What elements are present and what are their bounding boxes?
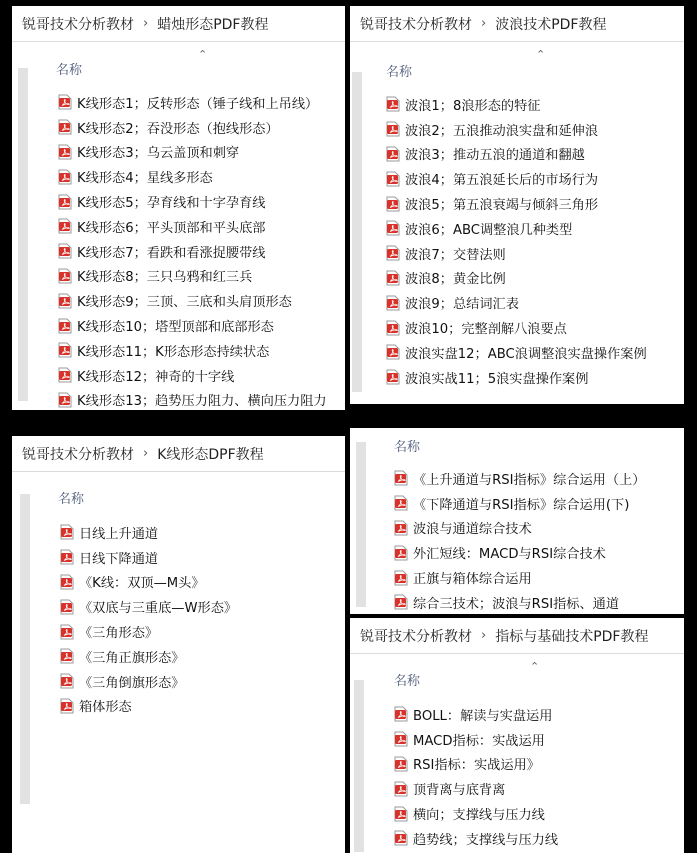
scrollbar[interactable] [356,442,366,607]
file-name: MACD指标：实战运用 [413,733,545,749]
file-list [394,466,645,614]
pdf-file-icon [386,171,400,187]
pdf-file-icon [58,318,72,334]
breadcrumb [12,6,345,42]
pdf-file-icon [58,169,72,185]
pdf-file-icon [58,342,72,358]
pdf-file-icon [58,243,72,259]
file-name: 正旗与箱体综合运用 [413,572,532,588]
file-list-item[interactable] [60,545,237,570]
file-name: 波浪1；8浪形态的特征 [405,98,541,114]
pdf-file-icon [386,295,400,311]
pdf-file-icon [386,196,400,212]
file-name: K线形态8；三只乌鸦和红三兵 [77,270,253,286]
pdf-file-icon [58,144,72,160]
file-list-item[interactable] [60,694,237,719]
file-list-item[interactable] [58,288,327,313]
file-list-item[interactable] [386,241,647,266]
file-list-item[interactable] [394,491,645,516]
file-name: 波浪10；完整剖解八浪要点 [405,322,567,338]
file-name: K线形态4；星线多形态 [77,171,213,187]
file-list-item[interactable] [394,702,558,727]
file-list [386,92,647,390]
file-list-item[interactable] [394,752,558,777]
explorer-pane-combined [350,428,684,614]
file-name: 波浪与通道综合技术 [413,522,532,538]
file-name: K线形态7；看跌和看涨捉腰带线 [77,245,266,261]
file-name: 《K线：双顶—M头》 [79,576,205,592]
file-name: 《下降通道与RSI指标》综合运用(下) [413,497,630,513]
file-name: 《三角正旗形态》 [79,650,185,666]
file-list-item[interactable] [386,365,647,390]
pdf-file-icon [60,648,74,664]
pdf-file-icon [58,94,72,110]
file-list-item[interactable] [60,644,237,669]
pdf-file-icon [58,194,72,210]
file-name: K线形态3；乌云盖顶和刺穿 [77,146,240,162]
breadcrumb-separator-icon[interactable]: › [481,628,487,643]
pdf-file-icon [386,121,400,137]
pdf-file-icon [394,520,408,536]
sort-up-icon[interactable]: ⌃ [198,48,208,61]
file-name: 综合三技术；波浪与RSI指标、通道 [413,596,620,612]
file-list-item[interactable] [394,826,558,851]
file-list-item[interactable] [386,92,647,117]
file-name: 波浪8；黄金比例 [405,272,506,288]
file-name: 《上升通道与RSI指标》综合运用（上） [413,472,646,488]
file-list-item[interactable] [58,164,327,189]
breadcrumb [12,436,345,472]
file-list-item[interactable] [386,216,647,241]
pdf-file-icon [394,781,408,797]
breadcrumb-folder[interactable]: K线形态DPF教程 [157,446,264,463]
file-list-item[interactable] [60,669,237,694]
pdf-file-icon [58,218,72,234]
file-list-item[interactable] [386,117,647,142]
file-list-item[interactable] [58,264,327,289]
file-list-item[interactable] [386,266,647,291]
pdf-file-icon [394,594,408,610]
column-header-name[interactable]: 名称 [394,674,421,689]
breadcrumb-folder[interactable]: 波浪技术PDF教程 [495,16,607,33]
file-name: K线形态13；趋势压力阻力、横向压力阻力 [77,394,327,410]
pdf-file-icon [60,673,74,689]
column-header-name[interactable]: 名称 [394,440,421,455]
file-list-item[interactable] [58,338,327,363]
pdf-file-icon [60,624,74,640]
pdf-file-icon [386,146,400,162]
file-name: 波浪4；第五浪延长后的市场行为 [405,173,599,189]
sort-up-icon[interactable]: ⌃ [530,660,540,673]
file-list-item[interactable] [58,115,327,140]
pdf-file-icon [394,806,408,822]
file-list-item[interactable] [394,776,558,801]
file-list-item[interactable] [60,594,237,619]
file-list-item[interactable] [58,189,327,214]
breadcrumb [350,6,684,42]
file-name: 日线上升通道 [79,526,159,542]
pdf-file-icon [58,367,72,383]
file-list-item[interactable] [60,520,237,545]
file-name: K线形态5；孕育线和十字孕育线 [77,196,266,212]
file-list-item[interactable] [386,340,647,365]
file-list-item[interactable] [58,363,327,388]
pdf-file-icon [394,470,408,486]
pdf-file-icon [394,706,408,722]
file-list-item[interactable] [394,516,645,541]
file-list-item[interactable] [394,466,645,491]
file-list-item[interactable] [58,140,327,165]
file-name: K线形态6；平头顶部和平头底部 [77,220,266,236]
file-name: 日线下降通道 [79,551,159,567]
pdf-file-icon [386,270,400,286]
file-list-item[interactable] [394,540,645,565]
file-name: BOLL：解读与实盘运用 [413,708,553,724]
file-list-item[interactable] [386,290,647,315]
file-name: 波浪实战11；5浪实盘操作案例 [405,371,589,387]
breadcrumb-separator-icon[interactable]: › [481,16,487,31]
column-header-name[interactable]: 名称 [386,65,413,80]
breadcrumb-folder[interactable]: 蜡烛形态PDF教程 [157,16,269,33]
breadcrumb [350,618,684,654]
file-list-item[interactable] [386,315,647,340]
file-list-item[interactable] [394,727,558,752]
breadcrumb-root[interactable]: 锐哥技术分析教材 [360,628,472,645]
pdf-file-icon [394,756,408,772]
file-name: K线形态12；神奇的十字线 [77,369,235,385]
file-list-item[interactable] [60,619,237,644]
pdf-file-icon [58,392,72,408]
file-list [60,520,237,718]
file-list-item[interactable] [60,570,237,595]
pdf-file-icon [58,293,72,309]
scrollbar[interactable] [18,68,28,401]
file-list-item[interactable] [394,565,645,590]
explorer-pane-wave [350,6,684,404]
explorer-pane-indicators [350,618,684,853]
pdf-file-icon [394,830,408,846]
pdf-file-icon [58,119,72,135]
pdf-file-icon [386,344,400,360]
breadcrumb-folder[interactable]: 指标与基础技术PDF教程 [495,628,649,645]
file-list-item[interactable] [386,191,647,216]
file-list-item[interactable] [58,239,327,264]
file-name: 波浪5；第五浪衰竭与倾斜三角形 [405,198,599,214]
pdf-file-icon [386,320,400,336]
file-list-item[interactable] [386,166,647,191]
file-list-item[interactable] [386,142,647,167]
file-name: K线形态9；三顶、三底和头肩顶形态 [77,295,292,311]
file-list-item[interactable] [58,90,327,115]
breadcrumb-separator-icon[interactable]: › [143,16,149,31]
file-list [394,702,558,851]
pdf-file-icon [386,369,400,385]
pdf-file-icon [394,731,408,747]
pdf-file-icon [60,549,74,565]
file-name: K线形态2；吞没形态（抱线形态） [77,121,279,137]
file-list-item[interactable] [58,313,327,338]
file-name: 波浪7；交替法则 [405,247,506,263]
file-name: 波浪2；五浪推动浪实盘和延伸浪 [405,123,599,139]
file-list-item[interactable] [394,590,645,614]
pdf-file-icon [386,220,400,236]
file-name: 波浪实盘12；ABC浪调整浪实盘操作案例 [405,346,647,362]
file-name: K线形态1；反转形态（锤子线和上吊线） [77,96,319,112]
pdf-file-icon [60,599,74,615]
file-name: 波浪3；推动五浪的通道和翻越 [405,148,585,164]
scrollbar[interactable] [354,680,364,852]
pdf-file-icon [60,524,74,540]
file-name: 《双底与三重底—W形态》 [79,601,238,617]
file-name: K线形态11；K形态形态持续状态 [77,344,270,360]
file-name: 顶背离与底背离 [413,783,506,799]
pdf-file-icon [386,245,400,261]
breadcrumb-root[interactable]: 锐哥技术分析教材 [22,446,134,463]
column-header-name[interactable]: 名称 [56,63,83,78]
file-name: 外汇短线：MACD与RSI综合技术 [413,547,606,563]
file-name: 趋势线；支撑线与压力线 [413,832,559,848]
explorer-pane-kline [12,436,345,853]
explorer-pane-candlestick [12,6,345,410]
sort-up-icon[interactable]: ⌃ [536,48,546,61]
file-list-item[interactable] [394,801,558,826]
pdf-file-icon [386,96,400,112]
pdf-file-icon [394,495,408,511]
file-name: 《三角倒旗形态》 [79,675,185,691]
file-name: 波浪6；ABC调整浪几种类型 [405,222,573,238]
scrollbar[interactable] [20,494,30,804]
breadcrumb-separator-icon[interactable]: › [143,446,149,461]
file-list [58,90,327,410]
file-name: K线形态10；塔型顶部和底部形态 [77,320,274,336]
scrollbar[interactable] [352,72,362,392]
pdf-file-icon [60,698,74,714]
file-name: RSI指标：实战运用》 [413,758,540,774]
breadcrumb-root[interactable]: 锐哥技术分析教材 [360,16,472,33]
file-list-item[interactable] [58,388,327,410]
file-name: 箱体形态 [79,700,132,716]
breadcrumb-root[interactable]: 锐哥技术分析教材 [22,16,134,33]
file-name: 横向；支撑线与压力线 [413,808,545,824]
pdf-file-icon [394,545,408,561]
file-name: 《三角形态》 [79,626,159,642]
pdf-file-icon [394,570,408,586]
pdf-file-icon [60,574,74,590]
file-list-item[interactable] [58,214,327,239]
pdf-file-icon [58,268,72,284]
file-name: 波浪9；总结词汇表 [405,297,519,313]
column-header-name[interactable]: 名称 [58,492,85,507]
